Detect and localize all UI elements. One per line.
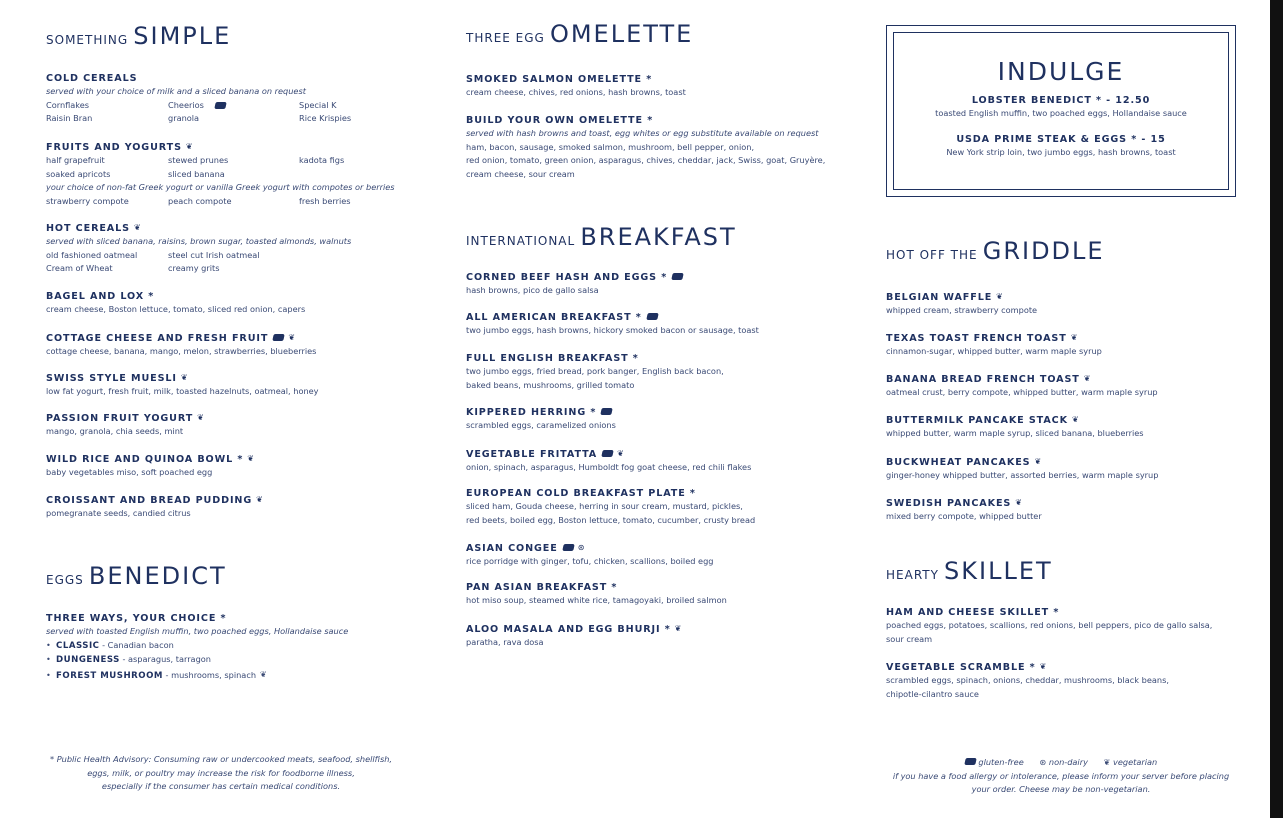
allergy-note: your order. Cheese may be non-vegetarian. [971, 784, 1151, 794]
option-row: half grapefruit stewed prunes kadota figs [46, 155, 345, 165]
item-description: rice porridge with ginger, tofu, chicken, scallions, boiled egg [466, 556, 714, 566]
item-name: BAGEL AND LOX * [46, 291, 155, 302]
gluten-free-icon [214, 102, 226, 109]
lobster-benedict-description: toasted English muffin, two poached eggs, Hollandaise sauce [935, 108, 1187, 118]
item-name: EUROPEAN COLD BREAKFAST PLATE * [466, 488, 696, 499]
non-dairy-icon: ⊛ [577, 543, 586, 552]
item-name: THREE WAYS, YOUR CHOICE * [46, 613, 227, 624]
heading-large: OMELETTE [549, 20, 694, 48]
item-name: ALL AMERICAN BREAKFAST * [466, 311, 866, 324]
vegetarian-icon: ❦ [1103, 757, 1111, 767]
item-description: two jumbo eggs, fried bread, pork banger, English back bacon, [466, 366, 724, 376]
item-name: SWISS STYLE MUESLI ❦ [46, 373, 189, 384]
menu-item-asian-congee [466, 541, 866, 569]
heading-large: GRIDDLE [982, 237, 1105, 265]
menu-item-kippered-herring [466, 406, 866, 433]
menu-item-belgian-waffle [886, 290, 1238, 318]
item-description: mango, granola, chia seeds, mint [46, 426, 184, 436]
item-name: TEXAS TOAST FRENCH TOAST ❦ [886, 333, 1079, 344]
menu-item-vegetable-fritatta [466, 447, 866, 475]
vegetarian-icon: ❦ [260, 669, 267, 679]
vegetarian-icon: ❦ [996, 292, 1004, 301]
item-description: ham, bacon, sausage, smoked salmon, mushroom, bell pepper, onion, [466, 141, 755, 152]
section-heading-benedict [46, 562, 227, 590]
menu-item-texas-toast [886, 331, 1238, 359]
item-description: sour cream [886, 633, 933, 644]
vegetarian-icon: ❦ [256, 495, 264, 504]
item-note: served with hash browns and toast, egg whites or egg substitute available on request [466, 128, 819, 138]
symbol-legend: gluten-free ⊛ non-dairy ❦ vegetarian [886, 756, 1236, 770]
section-heading-breakfast [466, 223, 737, 251]
heading-small: HOT OFF THE [886, 248, 978, 262]
item-name: BUILD YOUR OWN OMELETTE * [466, 115, 654, 126]
lobster-benedict-name: LOBSTER BENEDICT * - 12.50 [971, 95, 1151, 106]
vegetarian-icon: ❦ [247, 454, 255, 463]
item-description: mixed berry compote, whipped butter [886, 511, 1042, 521]
item-name: CORNED BEEF HASH AND EGGS * [466, 271, 866, 284]
vegetarian-icon: ❦ [674, 624, 683, 633]
item-note: served with your choice of milk and a sliced banana on request [46, 86, 306, 96]
heading-small: SOMETHING [46, 33, 129, 47]
menu-item-three-ways [46, 612, 436, 683]
list-item: • FOREST MUSHROOM - mushrooms, spinach ❦ [46, 669, 267, 681]
vegetarian-icon: ❦ [1015, 498, 1023, 507]
menu-item-build-omelette [466, 114, 866, 181]
item-name: BANANA BREAD FRENCH TOAST ❦ [886, 374, 1092, 385]
indulge-title: INDULGE [997, 57, 1125, 86]
vegetarian-icon: ❦ [133, 223, 142, 232]
option-row: soaked apricots sliced banana [46, 168, 225, 179]
item-description: cottage cheese, banana, mango, melon, strawberries, blueberries [46, 346, 317, 356]
item-name: ALOO MASALA AND EGG BHURJI * ❦ [466, 624, 683, 635]
heading-small: THREE EGG [466, 31, 545, 45]
menu-item-buttermilk-pancakes [886, 413, 1238, 441]
section-heading-griddle [886, 237, 1105, 265]
gluten-free-icon [646, 313, 658, 320]
item-note: served with toasted English muffin, two poached eggs, Hollandaise sauce [46, 626, 349, 636]
legend-and-allergy-note [886, 756, 1236, 797]
vegetarian-icon: ❦ [1071, 415, 1080, 424]
option-row: strawberry compote peach compote fresh berries [46, 195, 351, 206]
indulge-box [886, 25, 1236, 197]
menu-item-fruits-yogurts [46, 140, 436, 208]
gluten-free-icon [964, 758, 976, 765]
menu-item-cold-cereals [46, 72, 436, 126]
item-description: sliced ham, Gouda cheese, herring in sour cream, mustard, pickles, [466, 501, 743, 511]
menu-item-corned-beef [466, 271, 866, 298]
indulge-box-inner [893, 32, 1229, 190]
item-description: ginger-honey whipped butter, assorted berries, warm maple syrup [886, 470, 1159, 480]
list-item: • CLASSIC - Canadian bacon [46, 639, 174, 651]
item-description: scrambled eggs, caramelized onions [466, 420, 616, 430]
option-row: Cornflakes Cheerios Special K [46, 99, 337, 110]
item-name: COLD CEREALS [46, 73, 138, 84]
item-description: cinnamon-sugar, whipped butter, warm maple syrup [886, 346, 1102, 356]
menu-item-hot-cereals [46, 221, 436, 276]
heading-small: EGGS [46, 573, 84, 587]
menu-item-quinoa-bowl [46, 452, 436, 480]
menu-item-salmon-omelette [466, 73, 866, 100]
gluten-free-icon [601, 408, 613, 415]
section-heading-skillet [886, 557, 1053, 585]
item-note: served with sliced banana, raisins, brown sugar, toasted almonds, walnuts [46, 236, 352, 246]
item-description: hash browns, pico de gallo salsa [466, 285, 599, 295]
item-name: BUTTERMILK PANCAKE STACK ❦ [886, 415, 1080, 426]
item-description: two jumbo eggs, hash browns, hickory smoked bacon or sausage, toast [466, 325, 759, 335]
item-description: cream cheese, Boston lettuce, tomato, sliced red onion, capers [46, 304, 306, 314]
item-name: KIPPERED HERRING * [466, 406, 866, 419]
gluten-free-icon [601, 450, 613, 457]
item-description: whipped cream, strawberry compote [886, 305, 1038, 315]
vegetarian-icon: ❦ [1039, 662, 1048, 671]
vegetarian-icon: ❦ [1083, 374, 1092, 383]
item-description: cream cheese, sour cream [466, 168, 575, 179]
item-name: BELGIAN WAFFLE ❦ [886, 292, 1004, 303]
option-row: Raisin Bran granola Rice Krispies [46, 113, 352, 123]
vegetarian-icon: ❦ [1034, 457, 1043, 466]
steak-eggs-description: New York strip loin, two jumbo eggs, hash browns, toast [946, 146, 1176, 157]
item-name: ASIAN CONGEE ⊛ [466, 543, 586, 554]
item-description: onion, spinach, asparagus, Humboldt fog goat cheese, red chili flakes [466, 462, 752, 472]
item-description: baby vegetables miso, soft poached egg [46, 467, 213, 477]
item-name: SWEDISH PANCAKES ❦ [886, 498, 1023, 509]
menu-item-croissant-pudding [46, 493, 436, 521]
section-heading-simple [46, 22, 231, 50]
item-description: pomegranate seeds, candied citrus [46, 508, 191, 518]
menu-item-banana-bread [886, 372, 1238, 400]
item-name: VEGETABLE FRITATTA ❦ [466, 449, 625, 460]
allergy-note: if you have a food allergy or intolerance, please inform your server before placing [892, 770, 1230, 781]
menu-item-cottage-cheese [46, 331, 436, 359]
item-name: BUCKWHEAT PANCAKES ❦ [886, 457, 1043, 468]
item-name: COTTAGE CHEESE AND FRESH FRUIT ❦ [46, 333, 296, 344]
steak-eggs-name: USDA PRIME STEAK & EGGS * - 15 [956, 133, 1166, 145]
heading-small: INTERNATIONAL [466, 234, 576, 248]
heading-large: SKILLET [944, 557, 1053, 585]
heading-large: BENEDICT [88, 562, 227, 590]
item-description: oatmeal crust, berry compote, whipped butter, warm maple syrup [886, 387, 1158, 397]
vegetarian-icon: ❦ [617, 449, 625, 458]
heading-large: SIMPLE [133, 22, 232, 50]
gluten-free-icon [562, 544, 574, 551]
item-name: WILD RICE AND QUINOA BOWL * ❦ [46, 454, 255, 465]
item-description: red onion, tomato, green onion, asparagus, chives, cheddar, jack, Swiss, goat, Gruyère, [466, 155, 826, 165]
menu-item-passion-fruit-yogurt [46, 411, 436, 439]
heading-large: BREAKFAST [580, 223, 737, 251]
option-row: Cream of Wheat creamy grits [46, 263, 220, 273]
menu-item-pan-asian [466, 581, 866, 608]
vegetarian-icon: ❦ [197, 413, 205, 422]
item-name: HAM AND CHEESE SKILLET * [886, 607, 1060, 618]
menu-item-swiss-muesli [46, 371, 436, 399]
item-name: CROISSANT AND BREAD PUDDING ❦ [46, 495, 264, 506]
item-description: red beets, boiled egg, Boston lettuce, tomato, cucumber, crusty bread [466, 514, 756, 525]
menu-item-european-plate [466, 487, 866, 527]
menu-item-aloo-masala [466, 622, 866, 650]
option-row: old fashioned oatmeal steel cut Irish oatmeal [46, 249, 260, 260]
section-heading-omelette [466, 20, 693, 48]
item-note: your choice of non-fat Greek yogurt or vanilla Greek yogurt with compotes or berries [46, 182, 395, 192]
item-description: paratha, rava dosa [466, 637, 544, 647]
health-advisory: * Public Health Advisory: Consuming raw or undercooked meats, seafood, shellfish, eggs, milk, or poultry may increase the risk for foodborne illness, especially if the consumer has certain medical conditions. [50, 754, 392, 791]
menu-item-vegetable-scramble [886, 660, 1238, 701]
gluten-free-icon [671, 273, 683, 280]
item-description: low fat yogurt, fresh fruit, milk, toasted hazelnuts, oatmeal, honey [46, 386, 319, 396]
item-name: HOT CEREALS ❦ [46, 223, 142, 234]
vegetarian-icon: ❦ [180, 373, 189, 382]
page-edge [1270, 0, 1283, 818]
menu-item-buckwheat-pancakes [886, 455, 1238, 483]
item-description: chipotle-cilantro sauce [886, 688, 979, 699]
menu-item-swedish-pancakes [886, 496, 1238, 524]
item-name: PASSION FRUIT YOGURT ❦ [46, 413, 205, 424]
menu-item-ham-cheese-skillet [886, 606, 1238, 646]
vegetarian-icon: ❦ [1070, 333, 1079, 342]
menu-item-bagel-lox [46, 290, 436, 317]
item-description: scrambled eggs, spinach, onions, cheddar, mushrooms, black beans, [886, 675, 1169, 685]
menu-item-full-english [466, 352, 866, 392]
item-description: cream cheese, chives, red onions, hash browns, toast [466, 87, 686, 97]
item-description: whipped butter, warm maple syrup, sliced banana, blueberries [886, 428, 1144, 438]
item-description: baked beans, mushrooms, grilled tomato [466, 379, 635, 390]
heading-small: HEARTY [886, 568, 939, 582]
gluten-free-icon [273, 334, 285, 341]
item-description: hot miso soup, steamed white rice, tamagoyaki, broiled salmon [466, 595, 727, 605]
vegetarian-icon: ❦ [288, 333, 296, 342]
item-name: PAN ASIAN BREAKFAST * [466, 582, 618, 593]
vegetarian-icon: ❦ [185, 142, 194, 151]
item-name: FRUITS AND YOGURTS ❦ [46, 142, 194, 153]
item-name: SMOKED SALMON OMELETTE * [466, 74, 653, 85]
item-name: VEGETABLE SCRAMBLE * ❦ [886, 662, 1048, 673]
item-description: poached eggs, potatoes, scallions, red onions, bell peppers, pico de gallo salsa, [886, 620, 1213, 630]
list-item: • DUNGENESS - asparagus, tarragon [46, 654, 211, 665]
menu-item-all-american [466, 311, 866, 338]
non-dairy-icon: ⊛ [1039, 757, 1047, 767]
benedict-options [46, 639, 436, 684]
item-name: FULL ENGLISH BREAKFAST * [466, 353, 639, 364]
